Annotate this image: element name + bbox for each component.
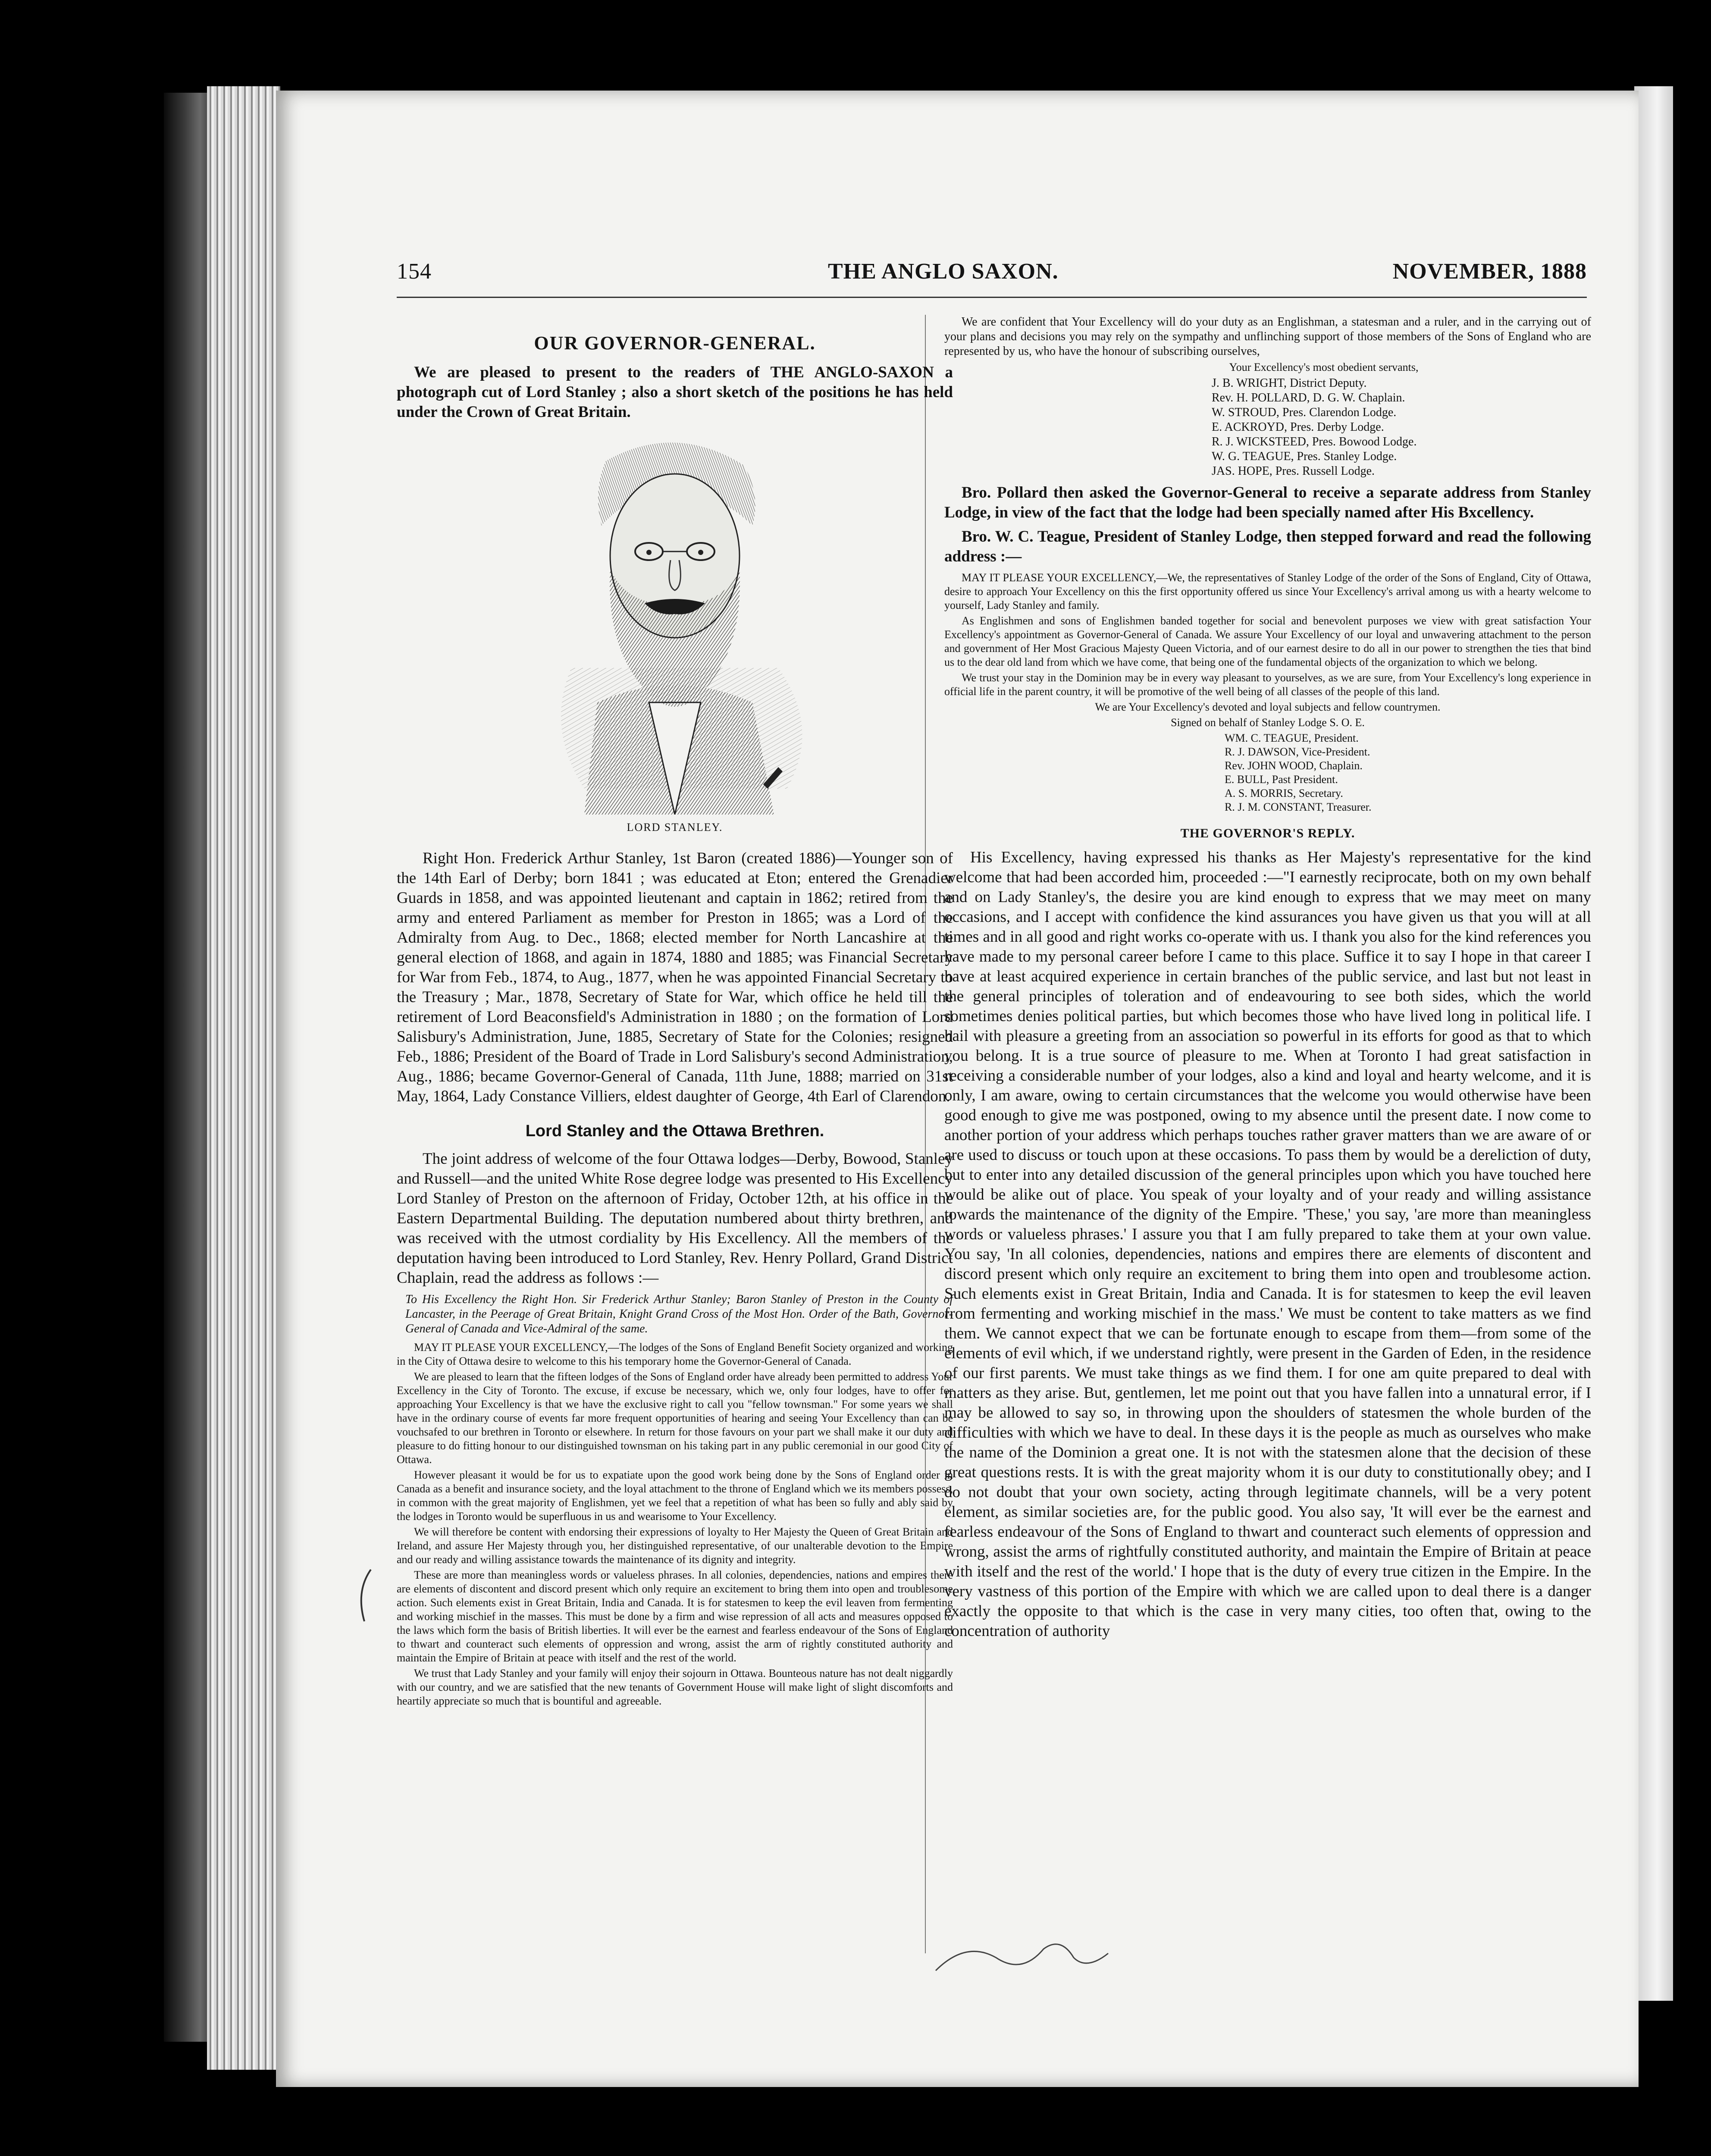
stanley-address-paragraph: As Englishmen and sons of Englishmen banded together for social and benevolent purposes we view with great satisfaction Your Excellency's appointment as Governor-General of Canada. We assure Your Excellency of our loyal and unwavering attachment to the person and government of Her Most Gracious Majesty Queen Victoria, and of our earnest desire to do all in our power to strengthen the ties that bind us to the dear old land from which we have come, that being one of the fundamental objects of the organization to which we belong. [944, 614, 1591, 668]
signatory: WM. C. TEAGUE, President. [1225, 732, 1359, 744]
subjects-line: We are Your Excellency's devoted and loyal subjects and fellow countrymen. [1095, 701, 1441, 713]
signed-line: Signed on behalf of Stanley Lodge S. O. E. [1171, 716, 1365, 729]
signatory: R. J. DAWSON, Vice-President. [1225, 746, 1370, 758]
signatory: W. STROUD, Pres. Clarendon Lodge. [1212, 406, 1397, 419]
address-paragraph: However pleasant it would be for us to expatiate upon the good work being done by the Sons of England order in Canada as a benefit and insurance society, and the loyal attachment to the throne of England which we its members possess, in common with the great majority of Englishmen, yet we feel that a repetition of what has been so fully and ably said by the lodges in Toronto would be superfluous in us and wearisome to Your Excellency. [397, 1469, 953, 1523]
article-title: OUR GOVERNOR-GENERAL. [534, 332, 816, 354]
signatory: JAS. HOPE, Pres. Russell Lodge. [1212, 464, 1375, 478]
signatory-list [1212, 376, 1591, 479]
page-stack-edge [207, 86, 280, 2070]
address-paragraph: MAY IT PLEASE YOUR EXCELLENCY,—The lodges of the Sons of England Benefit Society organized and working in the City of Ottawa desire to welcome to this his temporary home the Governor-General of Canada. [397, 1341, 953, 1367]
signatory: R. J. M. CONSTANT, Treasurer. [1225, 801, 1372, 813]
issue-date: NOVEMBER, 1888 [1392, 259, 1587, 284]
publication-title: THE ANGLO SAXON. [828, 259, 1059, 284]
address-paragraph: We will therefore be content with endorsing their expressions of loyalty to Her Majesty the Queen of Great Britain and Ireland, and assure Her Majesty through you, her distinguished representative, of our unalterable devotion to the Empire and our ready and willing assistance towards the maintenance of its dignity and integrity. [397, 1526, 953, 1566]
portrait-figure [520, 426, 830, 834]
address-paragraph: We are pleased to learn that the fifteen lodges of the Sons of England order have already been permitted to address Your Excellency in the City of Toronto. The excuse, if excuse be necessary, which we, only four lodges, have to offer for approaching Your Excellency is that we have the exclusive right to call you "fellow townsman." For some years we shall have in the ordinary course of events far more frequent opportunities of hearing and seeing Your Excellency than can be vouchsafed to our brethren in Toronto or elsewhere. In return for those favours on your part we shall make it our duty and pleasure to do fitting honour to our distinguished townsman on his taking part in any public ceremonial in our good City of Ottawa. [397, 1370, 953, 1466]
scan-border-left [0, 0, 168, 2156]
stanley-lodge-signatories [1225, 731, 1591, 814]
pollard-paragraph: Bro. Pollard then asked the Governor-General to receive a separate address from Stanley Lodge, in view of the fact that the lodge had been specially named after His Bxcellency. [944, 484, 1591, 521]
portrait-caption: LORD STANLEY. [627, 821, 723, 834]
address-closing-paragraph: We are confident that Your Excellency will do your duty as an Englishman, a statesman and a ruler, and in the carrying out of your plans and decisions you may rely on the sympathy and unflinching support of those members of the Sons of England who are represented by us, who have the honour of subscribing ourselves, [944, 315, 1591, 358]
teague-paragraph: Bro. W. C. Teague, President of Stanley Lodge, then stepped forward and read the following address :— [944, 528, 1591, 565]
scan-border-right [1673, 0, 1711, 2156]
biography-paragraph: Right Hon. Frederick Arthur Stanley, 1st Baron (created 1886)—Younger son of the 14th Earl of Derby; born 1841 ; was educated at Eton; entered the Grenadier Guards in 1858, and was appointed lieutenant and captain in 1862; retired from the army and entered Parliament as member for Preston in 1865; was a Lord of the Admiralty from Aug. to Dec., 1868; elected member for North Lancashire at the general election of 1868, and again in 1874, 1880 and 1885; was Financial Secretary for War from Feb., 1874, to Aug., 1877, when he was appointed Financial Secretary to the Treasury ; Mar., 1878, Secretary of State for War, which office he held till the retirement of Lord Beaconsfield's Administration in 1880 ; on the formation of Lord Salisbury's Administration, June, 1885, Secretary of State for the Colonies; resigned Feb., 1886; President of the Board of Trade in Lord Salisbury's second Administration, Aug., 1886; became Governor-General of Canada, 11th June, 1888; married on 31st May, 1864, Lady Constance Villiers, eldest daughter of George, 4th Earl of Clarendon. [397, 849, 953, 1105]
servants-line: Your Excellency's most obedient servants, [1229, 361, 1419, 373]
left-column [397, 315, 953, 1710]
header-rule [397, 297, 1587, 298]
lord-stanley-portrait-engraving [520, 426, 830, 815]
brethren-paragraph: The joint address of welcome of the four Ottawa lodges—Derby, Bowood, Stanley and Russell—and the united White Rose degree lodge was presented to His Excellency Lord Stanley of Preston on the afternoon of Friday, October 12th, at his office in the Eastern Departmental Building. The deputation numbered about thirty brethren, and was received with the utmost cordiality by His Excellency. All the members of the deputation having been introduced to Lord Stanley, Rev. Henry Pollard, Grand District Chaplain, read the address as follows :— [397, 1150, 953, 1287]
address-paragraph: We trust that Lady Stanley and your family will enjoy their sojourn in Ottawa. Bounteous nature has not dealt niggardly with our country, and we are satisfied that the new tenants of Government House will make light of slight discomforts and heartily appreciate so much that is bountiful and agreeable. [397, 1667, 953, 1707]
page-header [397, 259, 1587, 293]
intro-paragraph: We are pleased to present to the readers of THE ANGLO-SAXON a photograph cut of Lord Stanley ; also a short sketch of the positions he has held under the Crown of Great Britain. [397, 364, 953, 421]
signatory: W. G. TEAGUE, Pres. Stanley Lodge. [1212, 450, 1397, 463]
right-column [944, 315, 1591, 1645]
pencil-bracket-mark [354, 1565, 379, 1626]
stanley-address-paragraph: MAY IT PLEASE YOUR EXCELLENCY,—We, the representatives of Stanley Lodge of the order of the Sons of England, City of Ottawa, desire to approach Your Excellency on this the first opportunity offered us since Your Excellency's arrival among us with a hearty welcome to yourself, Lady Stanley and family. [944, 571, 1591, 611]
address-paragraph: These are more than meaningless words or valueless phrases. In all colonies, dependencies, nations and empires there are elements of discontent and discord present which only require an excitement to bring them into open and troublesome action. Such elements exist in Great Britain, India and Canada. It is for statesmen to keep the evil leaven from fermenting and working mischief in the masses. This must be done by a firm and wise repression of all acts and measures opposed to the laws which form the basis of British liberties. It will ever be the earnest and fearless endeavour of the Sons of England to thwart and counteract such elements of oppression and wrong, assist the arm of rightly constituted authority and maintain the Empire of Britain at peace with itself and the rest of the world. [397, 1569, 953, 1664]
signatory: Rev. H. POLLARD, D. G. W. Chaplain. [1212, 391, 1405, 404]
signatory: A. S. MORRIS, Secretary. [1225, 787, 1343, 799]
document-page [276, 91, 1639, 2087]
governor-reply-text: His Excellency, having expressed his thanks as Her Majesty's representative for the kind welcome that had been accorded him, proceeded :—"I earnestly reciprocate, both on my own behalf and on Lady Stanley's, the desire you are kind enough to express that we may meet on many occasions, and I accept with confidence the kind assurances you have given us that you will at all times and in all good and right works co-operate with us. I thank you also for the kind references you have made to my personal career before I came to this place. Suffice it to say I hope in that career I have at least acquired experience in certain branches of the public service, and last but not least in the general principles of toleration and of endeavouring to see both sides, which the world sometimes denies political parties, but which becomes those who have lived long in political life. I hail with pleasure a greeting from an association so powerful in its efforts for good as that to which you belong. It is a true source of pleasure to me. When at Toronto I had great satisfaction in receiving a considerable number of your lodges, also a kind and loyal and hearty welcome, and it is only, I am aware, owing to certain circumstances that the welcome you would otherwise have been good enough to give me was postponed, owing to my absence until the present date. I now come to another portion of your address which perhaps touches rather graver matters than we are aware of or are used to discuss or touch upon at these occasions. To pass them by would be a dereliction of duty, but to enter into any detailed discussion of the general principles upon which you have touched here would be alike out of place. You speak of your loyalty and of your ready and willing assistance towards the maintenance of the dignity of the Empire. 'These,' you say, 'are more than meaningless words or valueless phrases.' I assure you that I am fully prepared to take them at your own value. You say, 'In all colonies, dependencies, nations and empires there are elements of discontent and discord present which only require an excitement to bring them into open and troublesome action. Such elements exist in Great Britain, India and Canada. It is for statesmen to keep the evil leaven from fermenting and working mischief in the mass.' We must be content to take matters as we find them. We cannot expect that we can be fortunate enough to escape from them—from some of the elements of evil which, if we understand rightly, were present in the Garden of Eden, in the residence of our first parents. We must take things as we find them. I for one am quite prepared to deal with matters as they arise. But, gentlemen, let me point out that you have fallen into a unnatural error, if I may be allowed to say so, in throwing upon the shoulders of statesmen the whole burden of the difficulties with which we have to deal. In these days it is the people as much as ourselves who make the name of the Dominion a great one. It is not with the statesmen alone that the decision of these great questions rests. It is with the great majority whom it is our duty to constitutionally obey; and I do not doubt that your own society, acting through legitimate channels, will be a very potent element, as similar societies are, for the public good. You also say, 'It will ever be the earnest and fearless endeavour of the Sons of England to thwart and counteract such elements of oppression and wrong, assist the arms of rightfully constituted authority, and maintain the Empire of Britain at peace with itself and the rest of the world.' I hope that is the duty of every true citizen in the Empire. In the very vastness of this portion of the Empire with which we are called upon to deal there is a danger exactly the opposite to that which is the case in very many cities, too often that, owing to the concentration of authority [944, 849, 1591, 1640]
signatory: R. J. WICKSTEED, Pres. Bowood Lodge. [1212, 435, 1417, 448]
pencil-scribble-mark [931, 1932, 1112, 1984]
signatory: Rev. JOHN WOOD, Chaplain. [1225, 759, 1363, 772]
signatory: E. BULL, Past President. [1225, 773, 1338, 786]
reply-heading: THE GOVERNOR'S REPLY. [1180, 826, 1355, 840]
signatory: J. B. WRIGHT, District Deputy. [1212, 376, 1367, 390]
page-number: 154 [397, 259, 432, 284]
stanley-address-paragraph: We trust your stay in the Dominion may be in every way pleasant to yourselves, as we are sure, from Your Excellency's long experience in official life in the parent country, it will be promotive of the well being of all classes of the people of this land. [944, 671, 1591, 698]
signatory: E. ACKROYD, Pres. Derby Lodge. [1212, 420, 1384, 434]
section-subtitle: Lord Stanley and the Ottawa Brethren. [525, 1122, 824, 1140]
address-salutation: To His Excellency the Right Hon. Sir Frederick Arthur Stanley; Baron Stanley of Preston in the County of Lancaster, in the Peerage of Great Britain, Knight Grand Cross of the Most Hon. Order of the Bath, Governor-General of Canada and Vice-Admiral of the same. [405, 1293, 953, 1335]
